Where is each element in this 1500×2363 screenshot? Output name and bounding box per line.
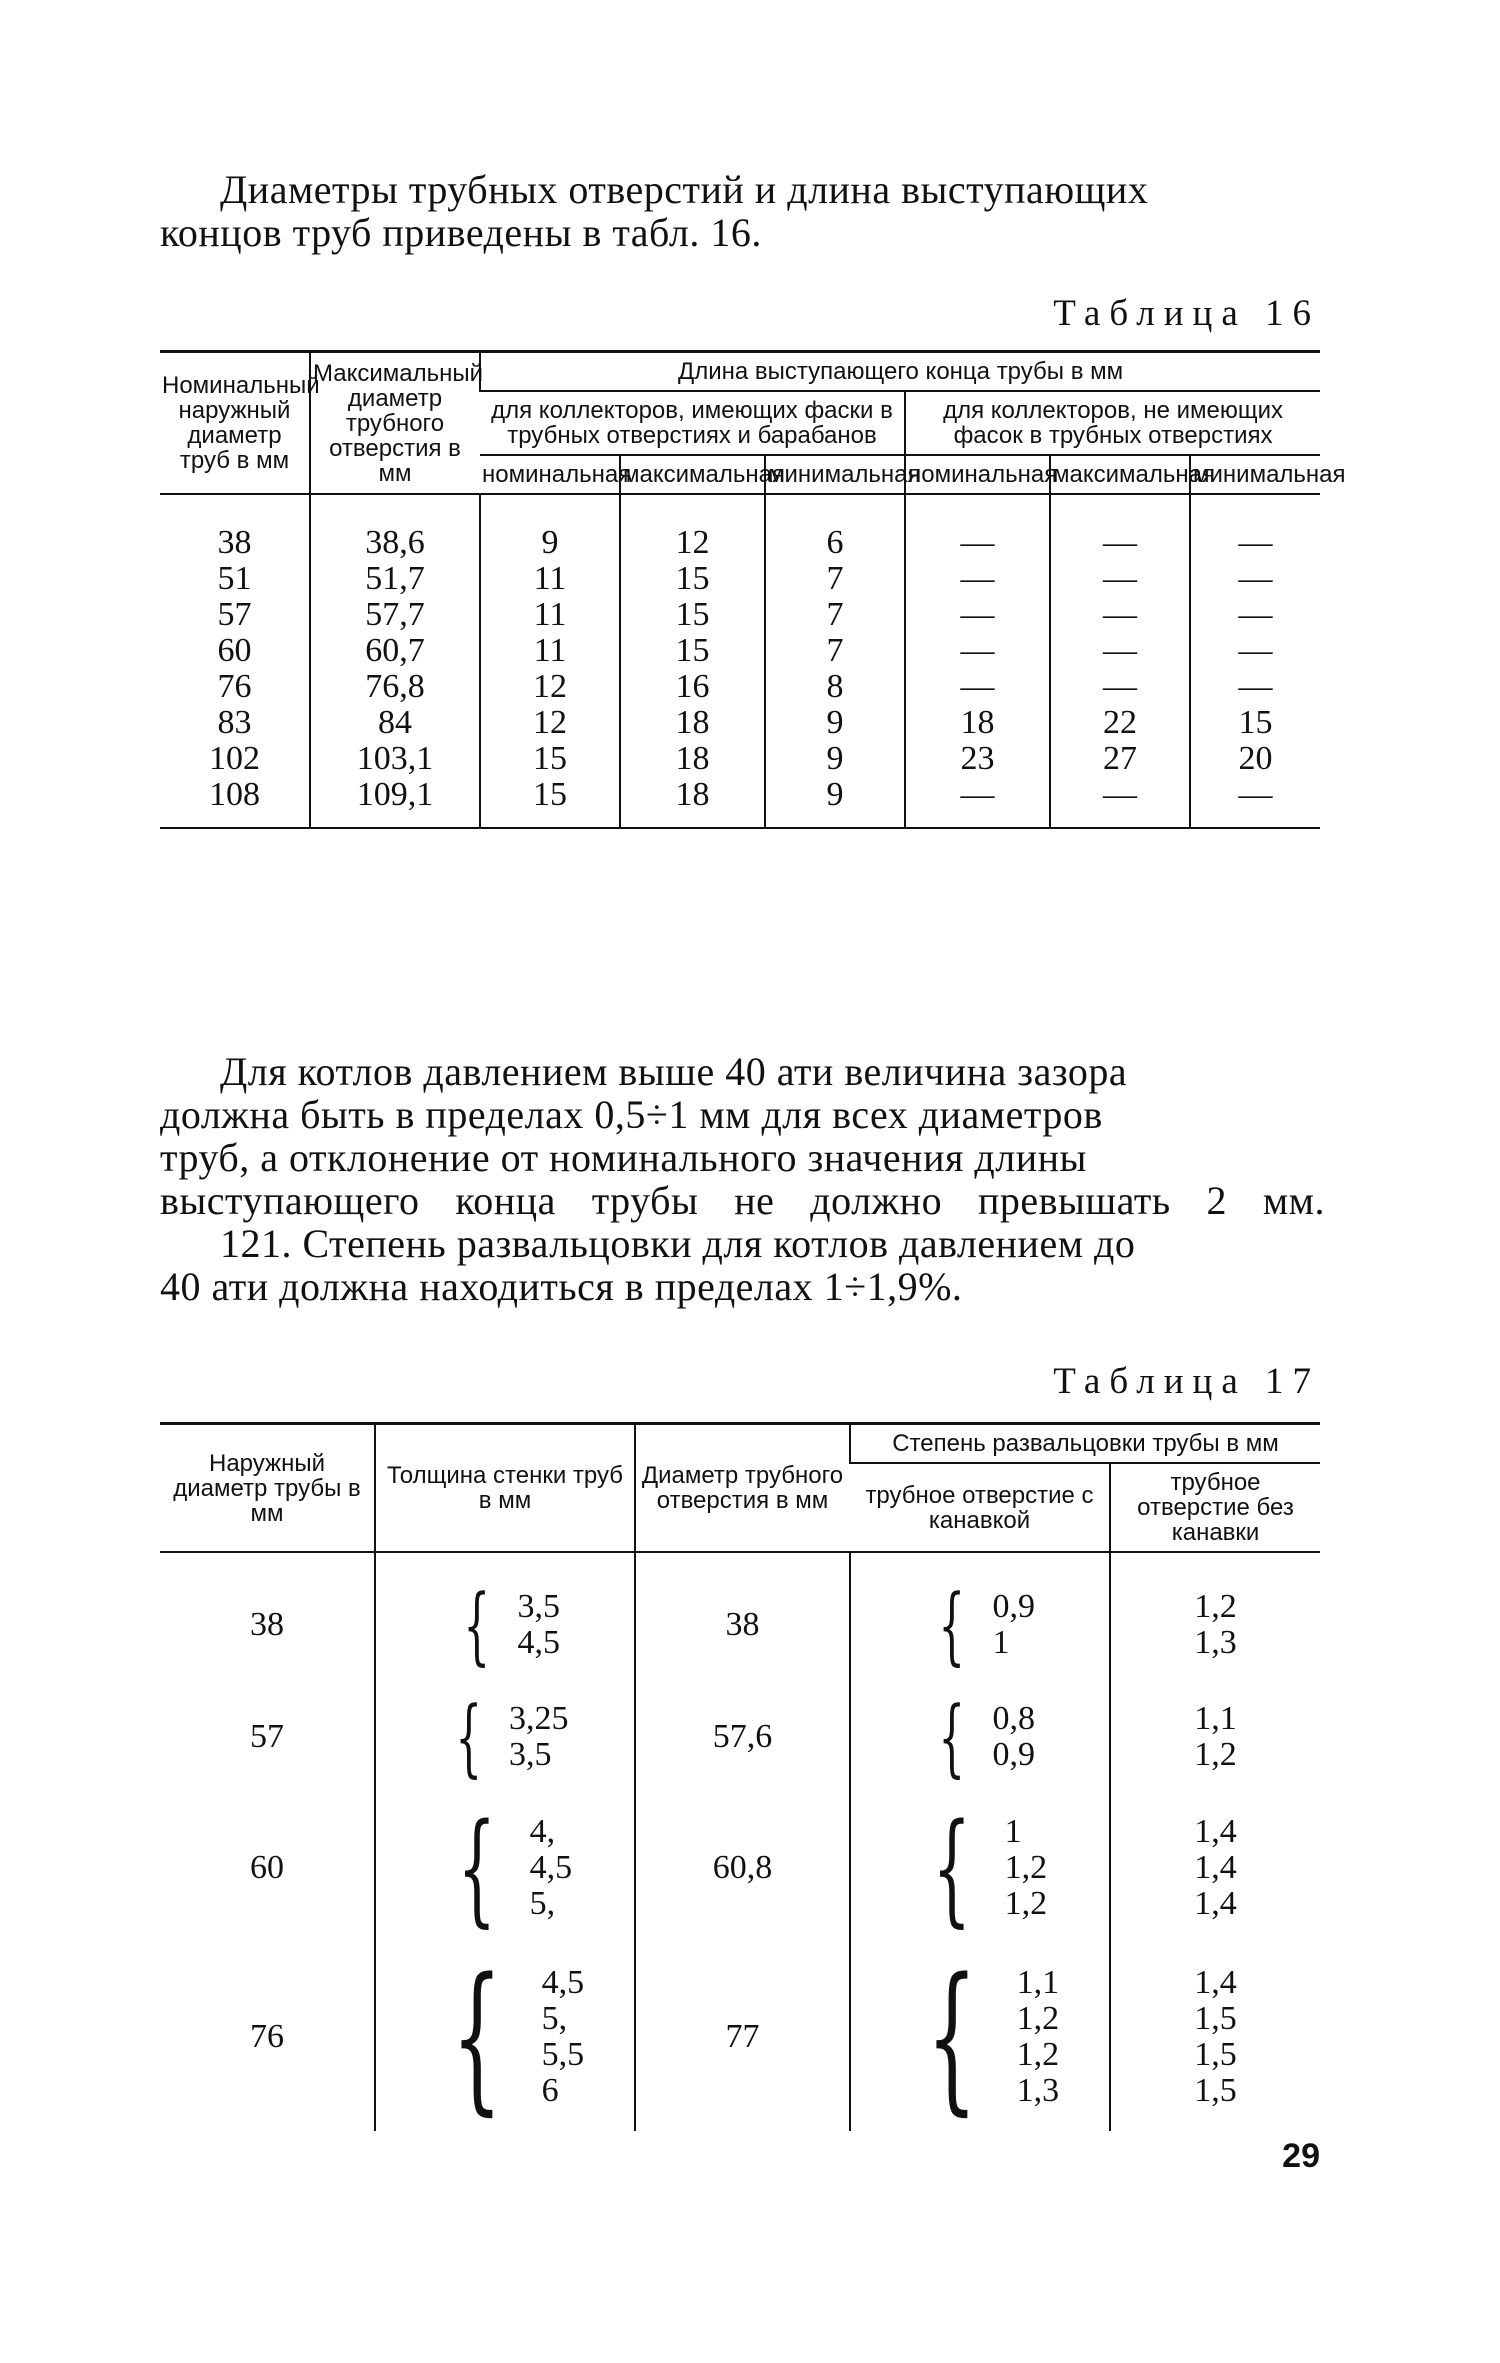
t17-hole-diameter: 38 xyxy=(635,1552,850,1681)
t17-with-groove xyxy=(850,1681,1110,1793)
t16-cell: 103,1 xyxy=(356,740,434,777)
t17-body xyxy=(160,1552,1320,2131)
brace-icon: { xyxy=(932,1797,972,1939)
t16-cell: 84 xyxy=(378,704,412,741)
t16-cell: 15 xyxy=(1238,704,1273,741)
t17-value: 6 xyxy=(541,2072,559,2109)
t16-column-nominal-a xyxy=(480,494,620,828)
t16-column-maximal-a xyxy=(620,494,765,828)
t16-cell: 38 xyxy=(217,524,252,561)
t16-cell: 83 xyxy=(217,704,252,741)
t16-cell: 11 xyxy=(533,560,567,597)
t17-hole-diameter: 57,6 xyxy=(635,1681,850,1793)
t16-cell: 15 xyxy=(675,632,710,669)
t17-value: 1,4 xyxy=(1194,1964,1237,2001)
intro-line-1: Диаметры трубных отверстий и длина выступающих xyxy=(220,167,1149,212)
t17-value: 4,5 xyxy=(541,1964,585,2001)
t17-value: 4, xyxy=(529,1813,556,1850)
t17-value: 3,25 xyxy=(508,1700,569,1737)
brace-icon: { xyxy=(463,1576,491,1674)
t16-header-without-chamfers: для коллекторов, не имеющих фасок в трубных отверстиях xyxy=(905,391,1320,455)
t16-cell: — xyxy=(1238,596,1273,633)
intro-line-2: концов труб приведены в табл. 16. xyxy=(160,210,762,255)
t17-value: 0,9 xyxy=(992,1736,1035,1773)
t17-outer-diameter: 60 xyxy=(250,1849,284,1886)
para2-line-4: выступающего конца трубы не должно превышать 2 мм. xyxy=(160,1178,1325,1223)
t16-cell: 108 xyxy=(209,776,260,813)
t17-value: 1,5 xyxy=(1194,2036,1237,2073)
t16-cell: 9 xyxy=(826,740,844,777)
t17-value: 1,3 xyxy=(1194,1624,1237,1661)
t16-cell: 12 xyxy=(533,704,567,741)
t17-value: 1,1 xyxy=(1194,1700,1237,1737)
t17-header-without-groove: трубное отверстие без канавки xyxy=(1110,1463,1320,1552)
t16-cell: — xyxy=(1103,776,1137,813)
brace-icon: { xyxy=(926,1943,978,2130)
t17-header-rolling-degree: Степень развальцовки трубы в мм xyxy=(850,1424,1320,1464)
t16-cell: — xyxy=(1238,776,1273,813)
t17-value: 4,5 xyxy=(517,1624,560,1661)
t17-value: 1,5 xyxy=(1194,2072,1237,2109)
t16-header-nominal-a: номинальная xyxy=(480,455,620,494)
t17-value: 1,4 xyxy=(1194,1813,1237,1850)
paragraph-2 xyxy=(160,1050,1325,1308)
t16-cell: 60,7 xyxy=(365,632,425,669)
t16-column-minimal-b xyxy=(1190,494,1320,828)
t16-header-minimal-a: минимальная xyxy=(765,455,905,494)
t17-outer-diameter: 38 xyxy=(250,1606,284,1643)
t17-hole-diameter: 77 xyxy=(635,1943,850,2131)
t17-value: 5,5 xyxy=(541,2036,585,2073)
t16-cell: 7 xyxy=(826,596,844,633)
t17-with-groove xyxy=(850,1793,1110,1943)
t17-value: 3,5 xyxy=(508,1736,552,1773)
t17-without-groove xyxy=(1110,1793,1320,1943)
t17-value: 0,8 xyxy=(992,1700,1035,1737)
t16-cell: 18 xyxy=(675,740,710,777)
t17-wall-thickness xyxy=(375,1943,635,2131)
t16-cell: 18 xyxy=(960,704,995,741)
t16-cell: — xyxy=(960,596,995,633)
t16-cell: 57,7 xyxy=(365,596,425,633)
t17-value: 3,5 xyxy=(517,1588,560,1625)
table16-caption: Таблица 16 xyxy=(1053,293,1320,334)
table17-caption: Таблица 17 xyxy=(1053,1361,1320,1402)
t16-cell: 9 xyxy=(826,704,844,741)
t16-column-nominal-b xyxy=(905,494,1050,828)
t16-column-maximal-b xyxy=(1050,494,1190,828)
t17-value: 1,2 xyxy=(1004,1885,1048,1922)
intro-paragraph xyxy=(160,168,1325,254)
t17-wall-thickness xyxy=(375,1681,635,1793)
t17-value: 5, xyxy=(541,2000,568,2037)
para2-line-3: труб, а отклонение от номинального значения длины xyxy=(160,1135,1087,1180)
t16-cell: 76,8 xyxy=(365,668,425,705)
t16-cell: — xyxy=(1103,524,1137,561)
t17-row xyxy=(160,1681,1320,1793)
t17-value: 1,4 xyxy=(1194,1885,1237,1922)
t17-with-groove xyxy=(850,1943,1110,2131)
t16-cell: — xyxy=(960,632,995,669)
t17-header-wall-thickness: Толщина стенки труб в мм xyxy=(375,1424,635,1553)
brace-icon: { xyxy=(451,1943,503,2130)
t16-cell: 57 xyxy=(217,596,252,633)
t17-value: 1,2 xyxy=(1016,2000,1060,2037)
t17-with-groove xyxy=(850,1552,1110,1681)
t16-cell: 12 xyxy=(533,668,567,705)
t17-hole-diameter: 60,8 xyxy=(635,1793,850,1943)
brace-icon: { xyxy=(457,1797,497,1939)
t16-cell: 23 xyxy=(960,740,995,777)
brace-icon: { xyxy=(938,1688,966,1786)
t16-header-nominal-b: номинальная xyxy=(905,455,1050,494)
t16-body-row xyxy=(160,494,1320,828)
t16-cell: 11 xyxy=(533,632,567,669)
para2-line-2: должна быть в пределах 0,5÷1 мм для всех диаметров xyxy=(160,1092,1103,1137)
t16-cell: — xyxy=(1103,668,1137,705)
t16-cell: — xyxy=(960,668,995,705)
t16-header-protrusion-length: Длина выступающего конца трубы в мм xyxy=(480,352,1320,392)
t17-value: 1,2 xyxy=(1004,1849,1048,1886)
t17-value: 4,5 xyxy=(529,1849,573,1886)
t17-value: 1 xyxy=(992,1624,1010,1661)
t17-outer-diameter: 57 xyxy=(250,1718,284,1755)
t17-value: 1,5 xyxy=(1194,2000,1237,2037)
para2-line-5: 121. Степень развальцовки для котлов давлением до xyxy=(220,1221,1136,1266)
t17-value: 1,1 xyxy=(1016,1964,1060,2001)
t16-cell: 18 xyxy=(675,776,710,813)
t16-column-minimal-a xyxy=(765,494,905,828)
t17-header-hole-diameter: Диаметр трубного отверстия в мм xyxy=(635,1424,850,1553)
t16-cell: — xyxy=(1238,524,1273,561)
t16-cell: 15 xyxy=(675,560,710,597)
t17-header-with-groove: трубное отверстие с канавкой xyxy=(850,1463,1110,1552)
t17-header-outer-diameter: Наружный диаметр трубы в мм xyxy=(160,1424,375,1553)
t16-cell: 20 xyxy=(1238,740,1273,777)
table-16 xyxy=(160,350,1346,829)
t16-cell: 51,7 xyxy=(365,560,425,597)
t16-cell: 9 xyxy=(826,776,844,813)
t16-column-max-hole xyxy=(310,494,480,828)
t16-cell: 15 xyxy=(675,596,710,633)
t17-value: 1 xyxy=(1004,1813,1022,1850)
t16-header-maximal-b: максимальная xyxy=(1050,455,1190,494)
t16-cell: — xyxy=(1103,632,1137,669)
t16-cell: 109,1 xyxy=(356,776,434,813)
t16-cell: — xyxy=(960,524,995,561)
t16-cell: — xyxy=(1238,632,1273,669)
t17-value: 1,3 xyxy=(1016,2072,1060,2109)
t16-cell: 38,6 xyxy=(365,524,425,561)
t16-header-maximal-a: максимальная xyxy=(620,455,765,494)
t16-cell: 102 xyxy=(209,740,260,777)
t16-cell: — xyxy=(1238,560,1273,597)
t17-value: 1,4 xyxy=(1194,1849,1237,1886)
t17-without-groove xyxy=(1110,1552,1320,1681)
t16-column-nominal xyxy=(160,494,310,828)
t16-cell: 18 xyxy=(675,704,710,741)
t17-row xyxy=(160,1793,1320,1943)
para2-line-6: 40 ати должна находиться в пределах 1÷1,9%. xyxy=(160,1264,963,1309)
t16-cell: — xyxy=(1238,668,1273,705)
t16-header-max-hole-diameter: Максимальный диаметр трубного отверстия в мм xyxy=(310,352,480,495)
t17-row xyxy=(160,1943,1320,2131)
t17-wall-thickness xyxy=(375,1793,635,1943)
t16-cell: 16 xyxy=(675,668,710,705)
t16-cell: — xyxy=(1103,560,1137,597)
t16-cell: 11 xyxy=(533,596,567,633)
t16-cell: 15 xyxy=(533,776,567,813)
t16-cell: 76 xyxy=(217,668,252,705)
t17-wall-thickness xyxy=(375,1552,635,1681)
t17-outer-diameter: 76 xyxy=(250,2018,284,2055)
t17-row xyxy=(160,1552,1320,1681)
t16-cell: 7 xyxy=(826,632,844,669)
t17-without-groove xyxy=(1110,1681,1320,1793)
t16-cell: 6 xyxy=(826,524,844,561)
t17-value: 1,2 xyxy=(1016,2036,1060,2073)
t16-cell: 12 xyxy=(675,524,710,561)
para2-line-1: Для котлов давлением выше 40 ати величина зазора xyxy=(220,1049,1128,1094)
t16-cell: 9 xyxy=(541,524,559,561)
t16-header-with-chamfers: для коллекторов, имеющих фаски в трубных отверстиях и барабанов xyxy=(480,391,905,455)
table-17 xyxy=(160,1422,1320,2131)
t16-cell: 51 xyxy=(217,560,252,597)
page-number: 29 xyxy=(1282,2137,1320,2175)
t16-cell: 27 xyxy=(1103,740,1137,777)
t16-cell: — xyxy=(960,560,995,597)
t16-cell: 15 xyxy=(533,740,567,777)
t16-cell: — xyxy=(1103,596,1137,633)
t16-cell: 7 xyxy=(826,560,844,597)
t16-cell: 8 xyxy=(826,668,844,705)
t17-value: 0,9 xyxy=(992,1588,1035,1625)
t16-header-nominal-diameter: Номинальный наружный диаметр труб в мм xyxy=(160,352,310,495)
t17-without-groove xyxy=(1110,1943,1320,2131)
t17-value: 5, xyxy=(529,1885,556,1922)
t16-cell: 60 xyxy=(217,632,252,669)
t17-value: 1,2 xyxy=(1194,1588,1237,1625)
t16-header-minimal-b: минимальная xyxy=(1190,455,1320,494)
brace-icon: { xyxy=(454,1688,482,1786)
t17-value: 1,2 xyxy=(1194,1736,1237,1773)
t16-cell: — xyxy=(960,776,995,813)
brace-icon: { xyxy=(938,1576,966,1674)
t16-cell: 22 xyxy=(1103,704,1137,741)
